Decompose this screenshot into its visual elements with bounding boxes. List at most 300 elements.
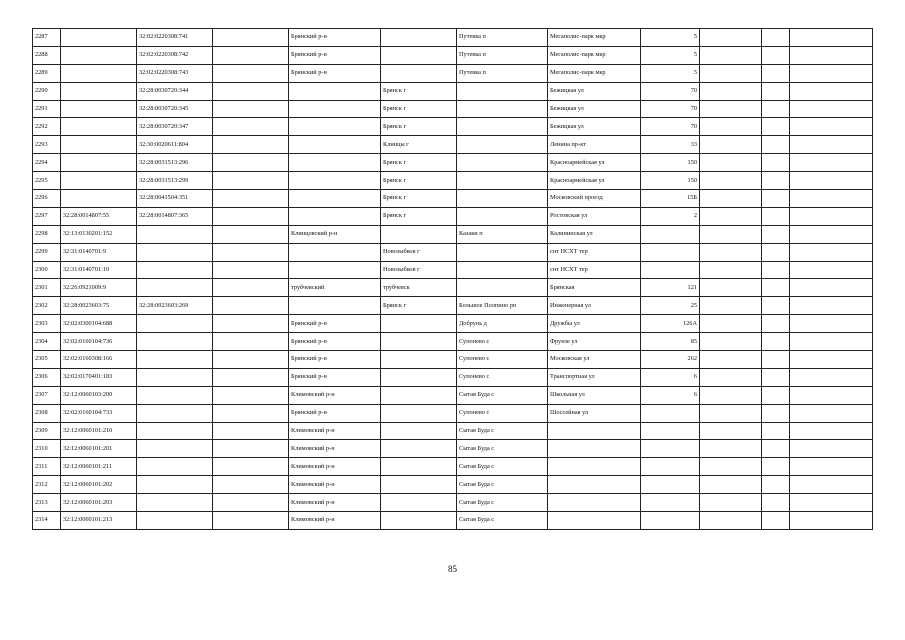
cell-building <box>700 404 762 422</box>
cell-row-number: 2310 <box>33 440 61 458</box>
cell-reserved <box>213 261 289 279</box>
cell-cadastral-number <box>137 494 213 512</box>
cell-row-number: 2307 <box>33 386 61 404</box>
cell-row-number: 2292 <box>33 118 61 136</box>
table-row <box>33 404 873 422</box>
cell-cadastral-number <box>137 512 213 530</box>
cell-cadastral-number: 32:02:0220308:743 <box>137 64 213 82</box>
cell-building <box>700 46 762 64</box>
cell-apartment <box>762 422 790 440</box>
cell-reserved <box>213 172 289 190</box>
cell-cadastral-quarter: 32:26:0921009:9 <box>61 279 137 297</box>
cell-district: Климовский р-н <box>289 476 381 494</box>
cell-building <box>700 512 762 530</box>
cell-house: 150 <box>641 154 700 172</box>
cell-district <box>289 82 381 100</box>
cell-reserved <box>213 46 289 64</box>
cell-reserved <box>213 118 289 136</box>
cell-reserved <box>213 512 289 530</box>
cell-note <box>790 297 873 315</box>
table-row <box>33 46 873 64</box>
cell-district <box>289 154 381 172</box>
cell-reserved <box>213 351 289 369</box>
cell-house: 25 <box>641 297 700 315</box>
cell-city <box>381 64 457 82</box>
cell-street: Бежицкая ул <box>548 82 641 100</box>
cell-note <box>790 243 873 261</box>
cell-apartment <box>762 46 790 64</box>
cell-cadastral-quarter: 32:02:0170401:183 <box>61 368 137 386</box>
cell-district: Климовский р-н <box>289 386 381 404</box>
cell-reserved <box>213 190 289 208</box>
cell-note <box>790 29 873 47</box>
cell-settlement <box>457 100 548 118</box>
cell-note <box>790 279 873 297</box>
cell-note <box>790 458 873 476</box>
cell-row-number: 2303 <box>33 315 61 333</box>
cell-city <box>381 404 457 422</box>
cell-house <box>641 440 700 458</box>
cell-note <box>790 82 873 100</box>
cell-building <box>700 476 762 494</box>
table-row <box>33 225 873 243</box>
cell-settlement <box>457 172 548 190</box>
cell-cadastral-number: 32:28:0041504:351 <box>137 190 213 208</box>
cell-reserved <box>213 368 289 386</box>
cell-district <box>289 118 381 136</box>
cell-row-number: 2305 <box>33 351 61 369</box>
cell-row-number: 2294 <box>33 154 61 172</box>
cell-settlement: Сытая Буда с <box>457 440 548 458</box>
cell-cadastral-quarter: 32:12:0060101:210 <box>61 422 137 440</box>
cell-note <box>790 512 873 530</box>
cell-row-number: 2304 <box>33 333 61 351</box>
cell-apartment <box>762 512 790 530</box>
cell-city <box>381 29 457 47</box>
cell-apartment <box>762 100 790 118</box>
cell-cadastral-number: 32:02:0220308:741 <box>137 29 213 47</box>
table-row <box>33 118 873 136</box>
cell-apartment <box>762 458 790 476</box>
cell-apartment <box>762 476 790 494</box>
cell-reserved <box>213 154 289 172</box>
cell-row-number: 2302 <box>33 297 61 315</box>
cell-cadastral-quarter <box>61 82 137 100</box>
cell-cadastral-quarter: 32:02:0160308:166 <box>61 351 137 369</box>
cell-reserved <box>213 440 289 458</box>
cell-district: Брянский р-н <box>289 315 381 333</box>
cell-house: 85 <box>641 333 700 351</box>
table-row <box>33 458 873 476</box>
cell-street <box>548 476 641 494</box>
cell-settlement: Сытая Буда с <box>457 458 548 476</box>
cell-city: Брянск г <box>381 154 457 172</box>
cell-settlement: Сытая Буда с <box>457 494 548 512</box>
cell-district: Брянский р-н <box>289 46 381 64</box>
cell-cadastral-quarter: 32:13:0130201:152 <box>61 225 137 243</box>
cell-building <box>700 225 762 243</box>
cell-cadastral-number <box>137 422 213 440</box>
cell-apartment <box>762 207 790 225</box>
cell-house: 6 <box>641 368 700 386</box>
cell-apartment <box>762 243 790 261</box>
cell-reserved <box>213 315 289 333</box>
cell-settlement: Сытая Буда с <box>457 512 548 530</box>
cell-cadastral-quarter: 32:12:0060101:201 <box>61 440 137 458</box>
cell-cadastral-quarter: 32:02:0160104:736 <box>61 333 137 351</box>
cell-reserved <box>213 82 289 100</box>
cell-street: Мегаполис-парк мкр <box>548 29 641 47</box>
cell-reserved <box>213 333 289 351</box>
cell-settlement: Сытая Буда с <box>457 422 548 440</box>
cell-apartment <box>762 351 790 369</box>
cell-settlement <box>457 82 548 100</box>
cell-building <box>700 351 762 369</box>
cell-reserved <box>213 225 289 243</box>
cell-row-number: 2289 <box>33 64 61 82</box>
cell-note <box>790 333 873 351</box>
cell-cadastral-number: 32:30:0020611:804 <box>137 136 213 154</box>
cell-city <box>381 440 457 458</box>
cell-street: Брянская <box>548 279 641 297</box>
cell-building <box>700 386 762 404</box>
cell-settlement: Казаки п <box>457 225 548 243</box>
cell-building <box>700 154 762 172</box>
cell-row-number: 2288 <box>33 46 61 64</box>
cell-city <box>381 458 457 476</box>
cell-settlement: Путевка п <box>457 29 548 47</box>
cell-apartment <box>762 404 790 422</box>
cell-cadastral-quarter: 32:12:0060101:211 <box>61 458 137 476</box>
cell-building <box>700 172 762 190</box>
property-register-table <box>32 28 873 530</box>
cell-street: Красноармейская ул <box>548 172 641 190</box>
cell-cadastral-number <box>137 368 213 386</box>
cell-street <box>548 512 641 530</box>
cell-district <box>289 261 381 279</box>
cell-street: Шоссейная ул <box>548 404 641 422</box>
cell-apartment <box>762 386 790 404</box>
cell-city <box>381 46 457 64</box>
cell-apartment <box>762 154 790 172</box>
cell-reserved <box>213 494 289 512</box>
cell-row-number: 2312 <box>33 476 61 494</box>
cell-apartment <box>762 368 790 386</box>
cell-row-number: 2306 <box>33 368 61 386</box>
cell-cadastral-quarter: 32:02:0160104:733 <box>61 404 137 422</box>
table-row <box>33 243 873 261</box>
cell-city <box>381 476 457 494</box>
cell-note <box>790 136 873 154</box>
cell-apartment <box>762 297 790 315</box>
cell-building <box>700 100 762 118</box>
cell-cadastral-number: 32:28:0030720:347 <box>137 118 213 136</box>
cell-building <box>700 422 762 440</box>
cell-building <box>700 118 762 136</box>
cell-cadastral-quarter <box>61 136 137 154</box>
cell-street: Ленина пр-кт <box>548 136 641 154</box>
cell-building <box>700 458 762 476</box>
cell-street <box>548 422 641 440</box>
cell-city <box>381 351 457 369</box>
cell-district <box>289 243 381 261</box>
table-row <box>33 136 873 154</box>
cell-street: Ростовская ул <box>548 207 641 225</box>
cell-building <box>700 261 762 279</box>
cell-cadastral-number <box>137 225 213 243</box>
cell-apartment <box>762 333 790 351</box>
cell-street: Инженерная ул <box>548 297 641 315</box>
cell-city <box>381 512 457 530</box>
cell-cadastral-number: 32:28:0030720:344 <box>137 82 213 100</box>
cell-city: трубчевск <box>381 279 457 297</box>
cell-settlement <box>457 243 548 261</box>
cell-building <box>700 136 762 154</box>
cell-house <box>641 476 700 494</box>
cell-building <box>700 315 762 333</box>
cell-house: 70 <box>641 82 700 100</box>
cell-street: Дружбы ул <box>548 315 641 333</box>
cell-building <box>700 64 762 82</box>
cell-house: 70 <box>641 118 700 136</box>
table-row <box>33 82 873 100</box>
cell-settlement: Супонево с <box>457 368 548 386</box>
table-row <box>33 297 873 315</box>
cell-settlement: Добрунь д <box>457 315 548 333</box>
cell-building <box>700 368 762 386</box>
cell-settlement: Сытая Буда с <box>457 476 548 494</box>
cell-cadastral-number <box>137 386 213 404</box>
cell-row-number: 2309 <box>33 422 61 440</box>
cell-cadastral-quarter <box>61 154 137 172</box>
cell-street: Калининская ул <box>548 225 641 243</box>
cell-cadastral-number: 32:02:0220308:742 <box>137 46 213 64</box>
cell-cadastral-quarter: 32:28:0014807:55 <box>61 207 137 225</box>
cell-street: Транспортная ул <box>548 368 641 386</box>
cell-apartment <box>762 440 790 458</box>
cell-row-number: 2300 <box>33 261 61 279</box>
cell-row-number: 2291 <box>33 100 61 118</box>
cell-cadastral-number <box>137 458 213 476</box>
cell-cadastral-quarter <box>61 118 137 136</box>
cell-street: Бежицкая ул <box>548 118 641 136</box>
cell-cadastral-number: 32:28:0031513:296 <box>137 154 213 172</box>
cell-note <box>790 476 873 494</box>
cell-city <box>381 225 457 243</box>
cell-city <box>381 333 457 351</box>
cell-note <box>790 46 873 64</box>
cell-row-number: 2301 <box>33 279 61 297</box>
cell-cadastral-number: 32:28:0031513:299 <box>137 172 213 190</box>
cell-apartment <box>762 261 790 279</box>
cell-reserved <box>213 476 289 494</box>
cell-house: 121 <box>641 279 700 297</box>
cell-cadastral-quarter: 32:12:0060101:203 <box>61 494 137 512</box>
table-row <box>33 494 873 512</box>
cell-note <box>790 315 873 333</box>
cell-street <box>548 440 641 458</box>
table-row <box>33 64 873 82</box>
cell-row-number: 2295 <box>33 172 61 190</box>
cell-reserved <box>213 207 289 225</box>
cell-note <box>790 440 873 458</box>
cell-settlement <box>457 154 548 172</box>
cell-district <box>289 190 381 208</box>
cell-cadastral-quarter <box>61 29 137 47</box>
cell-house: 5 <box>641 46 700 64</box>
cell-building <box>700 440 762 458</box>
cell-apartment <box>762 118 790 136</box>
cell-note <box>790 404 873 422</box>
table-row <box>33 386 873 404</box>
cell-row-number: 2299 <box>33 243 61 261</box>
cell-city <box>381 386 457 404</box>
cell-note <box>790 100 873 118</box>
cell-reserved <box>213 64 289 82</box>
cell-district <box>289 136 381 154</box>
cell-building <box>700 190 762 208</box>
cell-cadastral-quarter: 32:12:0060101:213 <box>61 512 137 530</box>
cell-cadastral-quarter: 32:12:0060103:200 <box>61 386 137 404</box>
cell-cadastral-number <box>137 315 213 333</box>
cell-city: Новозыбков г <box>381 261 457 279</box>
cell-house <box>641 422 700 440</box>
table-row <box>33 261 873 279</box>
cell-street: Московская ул <box>548 351 641 369</box>
cell-district: Климовский р-н <box>289 422 381 440</box>
cell-apartment <box>762 172 790 190</box>
cell-city: Брянск г <box>381 82 457 100</box>
cell-street: снт НСХТ тер <box>548 243 641 261</box>
cell-cadastral-number <box>137 261 213 279</box>
cell-reserved <box>213 386 289 404</box>
cell-district: Клинцовский р-н <box>289 225 381 243</box>
cell-row-number: 2297 <box>33 207 61 225</box>
cell-note <box>790 154 873 172</box>
table-row <box>33 154 873 172</box>
cell-cadastral-number: 32:28:0014807:365 <box>137 207 213 225</box>
cell-note <box>790 368 873 386</box>
cell-district <box>289 100 381 118</box>
table-row <box>33 207 873 225</box>
cell-street: снт НСХТ тер <box>548 261 641 279</box>
cell-settlement <box>457 261 548 279</box>
cell-note <box>790 494 873 512</box>
cell-note <box>790 118 873 136</box>
cell-street: Бежицкая ул <box>548 100 641 118</box>
cell-city <box>381 315 457 333</box>
cell-building <box>700 333 762 351</box>
cell-cadastral-quarter <box>61 172 137 190</box>
cell-building <box>700 207 762 225</box>
cell-note <box>790 351 873 369</box>
cell-settlement <box>457 207 548 225</box>
cell-settlement: Супонево с <box>457 404 548 422</box>
cell-city: Брянск г <box>381 207 457 225</box>
cell-reserved <box>213 422 289 440</box>
cell-row-number: 2314 <box>33 512 61 530</box>
table-row <box>33 279 873 297</box>
cell-cadastral-number <box>137 279 213 297</box>
cell-apartment <box>762 494 790 512</box>
cell-house <box>641 243 700 261</box>
table-row <box>33 333 873 351</box>
cell-house <box>641 261 700 279</box>
cell-cadastral-number: 32:28:0023603:269 <box>137 297 213 315</box>
cell-apartment <box>762 279 790 297</box>
cell-reserved <box>213 297 289 315</box>
cell-district: Климовский р-н <box>289 494 381 512</box>
table-row <box>33 476 873 494</box>
cell-cadastral-number: 32:28:0030720:345 <box>137 100 213 118</box>
cell-reserved <box>213 29 289 47</box>
cell-note <box>790 422 873 440</box>
cell-city <box>381 422 457 440</box>
cell-city <box>381 494 457 512</box>
cell-city <box>381 368 457 386</box>
cell-settlement: Путевка п <box>457 64 548 82</box>
table-row <box>33 315 873 333</box>
cell-house: 2 <box>641 207 700 225</box>
cell-district: Брянский р-н <box>289 64 381 82</box>
cell-cadastral-number <box>137 351 213 369</box>
cell-apartment <box>762 64 790 82</box>
table-row <box>33 100 873 118</box>
cell-cadastral-quarter: 32:31:0140701:10 <box>61 261 137 279</box>
cell-district: Климовский р-н <box>289 458 381 476</box>
cell-district: Брянский р-н <box>289 351 381 369</box>
cell-row-number: 2287 <box>33 29 61 47</box>
cell-building <box>700 82 762 100</box>
cell-apartment <box>762 82 790 100</box>
page-number: 85 <box>448 564 457 574</box>
cell-building <box>700 494 762 512</box>
cell-row-number: 2313 <box>33 494 61 512</box>
cell-reserved <box>213 100 289 118</box>
cell-house: 5 <box>641 29 700 47</box>
table-row <box>33 512 873 530</box>
table-row <box>33 190 873 208</box>
cell-house <box>641 404 700 422</box>
cell-note <box>790 64 873 82</box>
cell-settlement: Путевка п <box>457 46 548 64</box>
cell-city: Брянск г <box>381 297 457 315</box>
cell-house: 126А <box>641 315 700 333</box>
cell-row-number: 2290 <box>33 82 61 100</box>
table-row <box>33 368 873 386</box>
cell-settlement: Большое Полпино рп <box>457 297 548 315</box>
cell-settlement <box>457 279 548 297</box>
cell-apartment <box>762 190 790 208</box>
cell-district: трубчевский <box>289 279 381 297</box>
cell-settlement <box>457 118 548 136</box>
cell-street: Школьная ул <box>548 386 641 404</box>
cell-house <box>641 458 700 476</box>
cell-district <box>289 297 381 315</box>
cell-note <box>790 207 873 225</box>
cell-settlement: Супонево с <box>457 351 548 369</box>
cell-apartment <box>762 136 790 154</box>
cell-settlement: Сытая Буда с <box>457 386 548 404</box>
cell-city: Брянск г <box>381 118 457 136</box>
cell-district <box>289 207 381 225</box>
cell-row-number: 2293 <box>33 136 61 154</box>
cell-apartment <box>762 315 790 333</box>
table-row <box>33 422 873 440</box>
cell-house <box>641 512 700 530</box>
cell-house: 6 <box>641 386 700 404</box>
cell-house: 15Б <box>641 190 700 208</box>
